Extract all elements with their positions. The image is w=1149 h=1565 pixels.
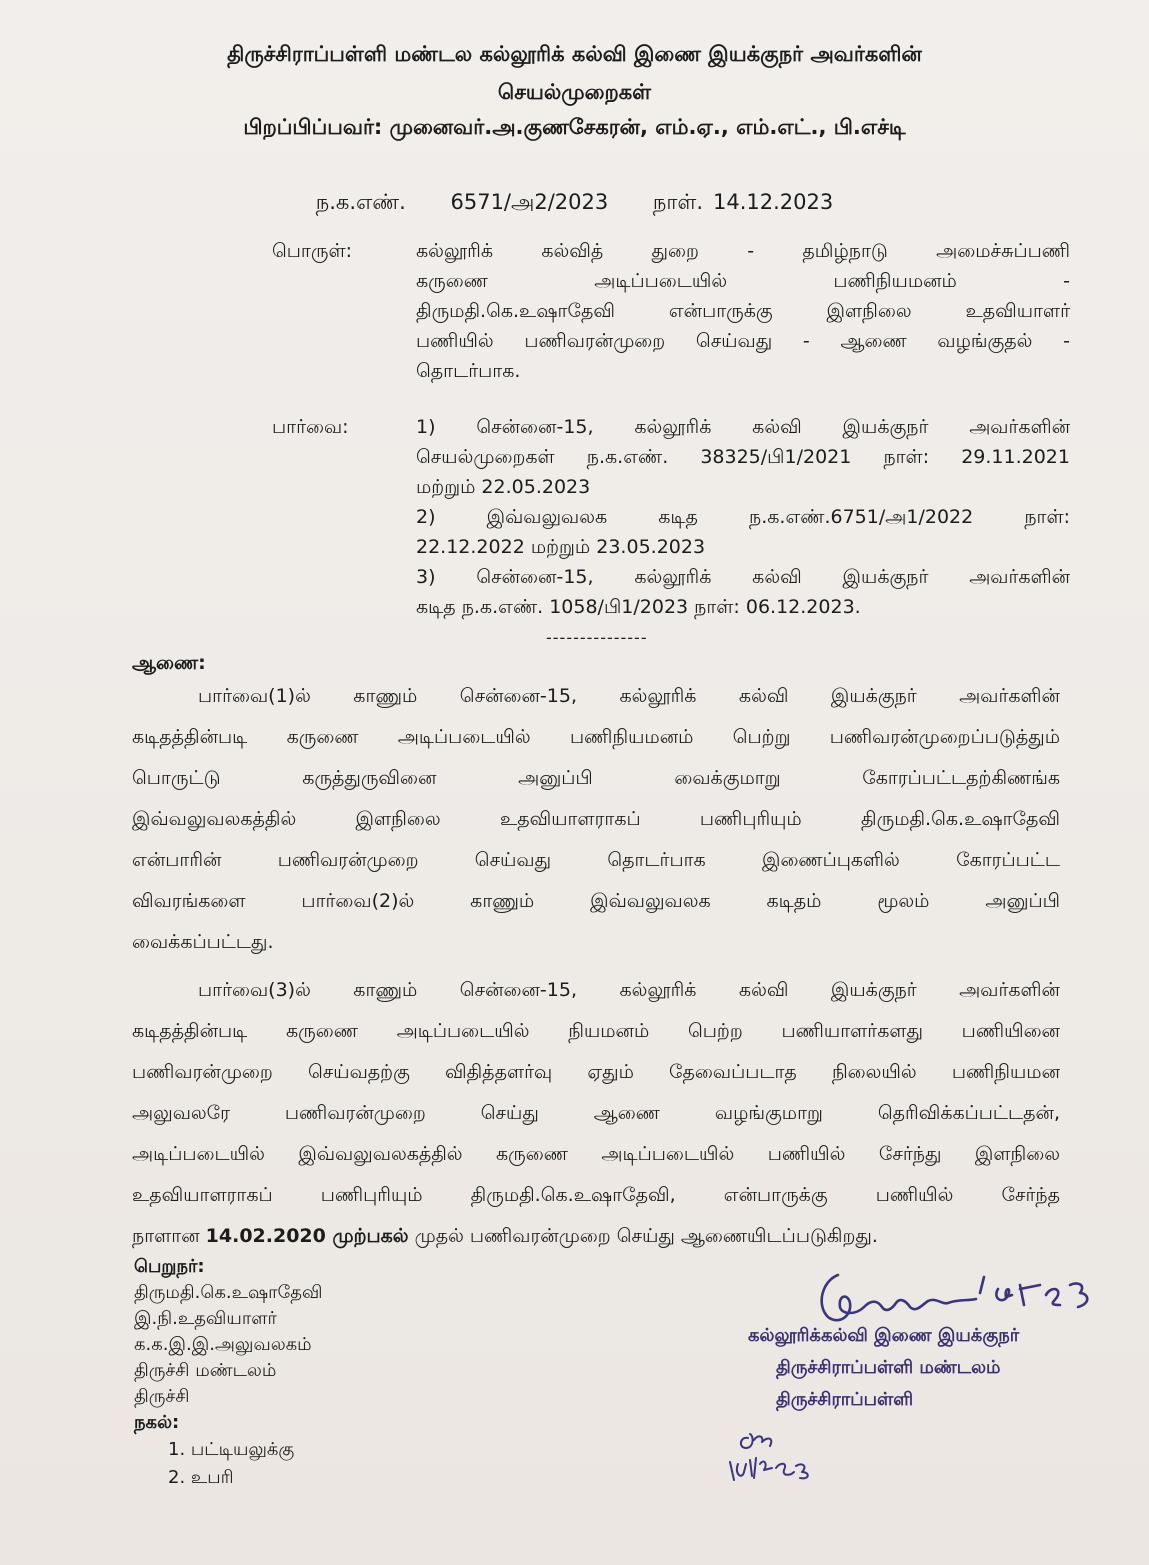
reference-number-line [0,190,1149,217]
reference-2-line: 22.12.2022 மற்றும் 23.05.2023 [416,536,706,558]
header-line-1: திருச்சிராப்பள்ளி மண்டல கல்லூரிக் கல்வி இணை இயக்குநர் அவர்களின் [227,42,922,66]
signature-block [748,1320,1019,1416]
recipient-line: திருச்சி மண்டலம் [134,1360,277,1381]
reference-1-line: 1) சென்னை-15, கல்லூரிக் கல்வி இயக்குநர் அவர்களின் [416,416,1070,438]
paragraph-line: பொருட்டு கருத்துருவினை அனுப்பி வைக்குமாறு கோரப்பட்டதற்கிணங்க [132,767,1060,789]
paragraph-line: பார்வை(1)ல் காணும் சென்னை-15, கல்லூரிக் கல்வி இயக்குநர் அவர்களின் [198,685,1060,707]
text-segment: நாளான [132,1225,206,1247]
signatory-city: திருச்சிராப்பள்ளி [776,1389,914,1410]
header-line-2: செயல்முறைகள் [497,80,652,104]
copy-item: 2. உபரி [168,1467,234,1488]
recipient-line: திருச்சி [134,1386,190,1407]
ref-date: 14.12.2023 [713,190,834,214]
subject-label: பொருள்: [272,240,353,262]
text-segment: முதல் பணிவரன்முறை செய்து ஆணையிடப்படுகிறது. [408,1225,878,1247]
order-paragraph-1 [132,676,1060,963]
reference-3-line: கடித ந.க.எண். 1058/பி1/2023 நாள்: 06.12.2023. [416,596,861,618]
recipient-line: திருமதி.கெ.உஷாதேவி [134,1282,323,1303]
ref-number: 6571/அ2/2023 [450,190,609,214]
paragraph-line: கடிதத்தின்படி கருணை அடிப்படையில் பணிநியமனம் பெற்று பணிவரன்முறைப்படுத்தும் [132,726,1060,748]
order-paragraph-2 [132,970,1060,1257]
order-title: ஆணை: [132,652,206,674]
subject-line: கல்லூரிக் கல்வித் துறை - தமிழ்நாடு அமைச்சுப்பணி [416,240,1070,262]
separator: --------------- [546,628,648,647]
initials-mark [724,1424,824,1486]
paragraph-line: அடிப்படையில் இவ்வலுவலகத்தில் கருணை அடிப்படையில் பணியில் சேர்ந்து இளநிலை [132,1143,1060,1165]
issuer-line: பிறப்பிப்பவர்: முனைவர்.அ.குணசேகரன், எம்.ஏ., எம்.எட்., பி.எச்டி [243,115,906,139]
copy-title: நகல்: [134,1412,180,1433]
recipient-block [134,1254,323,1436]
reference-2-line: 2) இவ்வலுவலக கடித ந.க.எண்.6751/அ1/2022 நாள்: [416,506,1070,528]
paragraph-line: விவரங்களை பார்வை(2)ல் காணும் இவ்வலுவலக கடிதம் மூலம் அனுப்பி [132,890,1060,912]
references-list [416,412,1070,622]
subject-line: திருமதி.கெ.உஷாதேவி என்பாருக்கு இளநிலை உதவியாளர் [416,300,1070,322]
paragraph-line: உதவியாளராகப் பணிபுரியும் திருமதி.கெ.உஷாதேவி, என்பாருக்கு பணியில் சேர்ந்த [132,1184,1060,1206]
subject-text [416,236,1070,386]
recipient-line: க.க.இ.இ.அலுவலகம் [134,1334,312,1355]
paragraph-line: பணிவரன்முறை செய்வதற்கு விதித்தளர்வு ஏதும் தேவைப்படாத நிலையில் பணிநியமன [132,1061,1060,1083]
paragraph-line: வைக்கப்பட்டது. [132,931,274,953]
ref-label: ந.க.எண். [315,190,406,214]
paragraph-line: இவ்வலுவலகத்தில் இளநிலை உதவியாளராகப் பணிபுரியும் திருமதி.கெ.உஷாதேவி [132,808,1060,830]
subject-line: தொடர்பாக. [416,360,521,382]
signatory-region: திருச்சிராப்பள்ளி மண்டலம் [776,1357,1001,1378]
paragraph-line: என்பாரின் பணிவரன்முறை செய்வது தொடர்பாக இணைப்புகளில் கோரப்பட்ட [132,849,1060,871]
subject-line: பணியில் பணிவரன்முறை செய்வது - ஆணை வழங்குதல் - [416,330,1070,352]
date-label: நாள். [652,190,703,214]
copy-item: 1. பட்டியலுக்கு [168,1439,295,1460]
reference-1-line: மற்றும் 22.05.2023 [416,476,591,498]
copy-list [168,1436,294,1492]
references-label: பார்வை: [272,416,349,438]
reference-1-line: செயல்முறைகள் ந.க.எண். 38325/பி1/2021 நாள்: 29.11.2021 [416,446,1070,468]
paragraph-line: கடிதத்தின்படி கருணை அடிப்படையில் நியமனம் பெற்ற பணியாளர்களது பணியினை [132,1020,1060,1042]
effective-date: 14.02.2020 முற்பகல் [205,1225,409,1247]
paragraph-line: அலுவலரே பணிவரன்முறை செய்து ஆணை வழங்குமாறு தெரிவிக்கப்பட்டதன், [132,1102,1060,1124]
subject-line: கருணை அடிப்படையில் பணிநியமனம் - [416,270,1070,292]
paragraph-line [132,1216,1060,1257]
recipient-title: பெறுநர்: [134,1256,205,1277]
signatory-designation: கல்லூரிக்கல்வி இணை இயக்குநர் [748,1325,1020,1346]
recipient-line: இ.நி.உதவியாளர் [134,1308,277,1329]
reference-3-line: 3) சென்னை-15, கல்லூரிக் கல்வி இயக்குநர் அவர்களின் [416,566,1070,588]
paragraph-line: பார்வை(3)ல் காணும் சென்னை-15, கல்லூரிக் கல்வி இயக்குநர் அவர்களின் [198,979,1060,1001]
